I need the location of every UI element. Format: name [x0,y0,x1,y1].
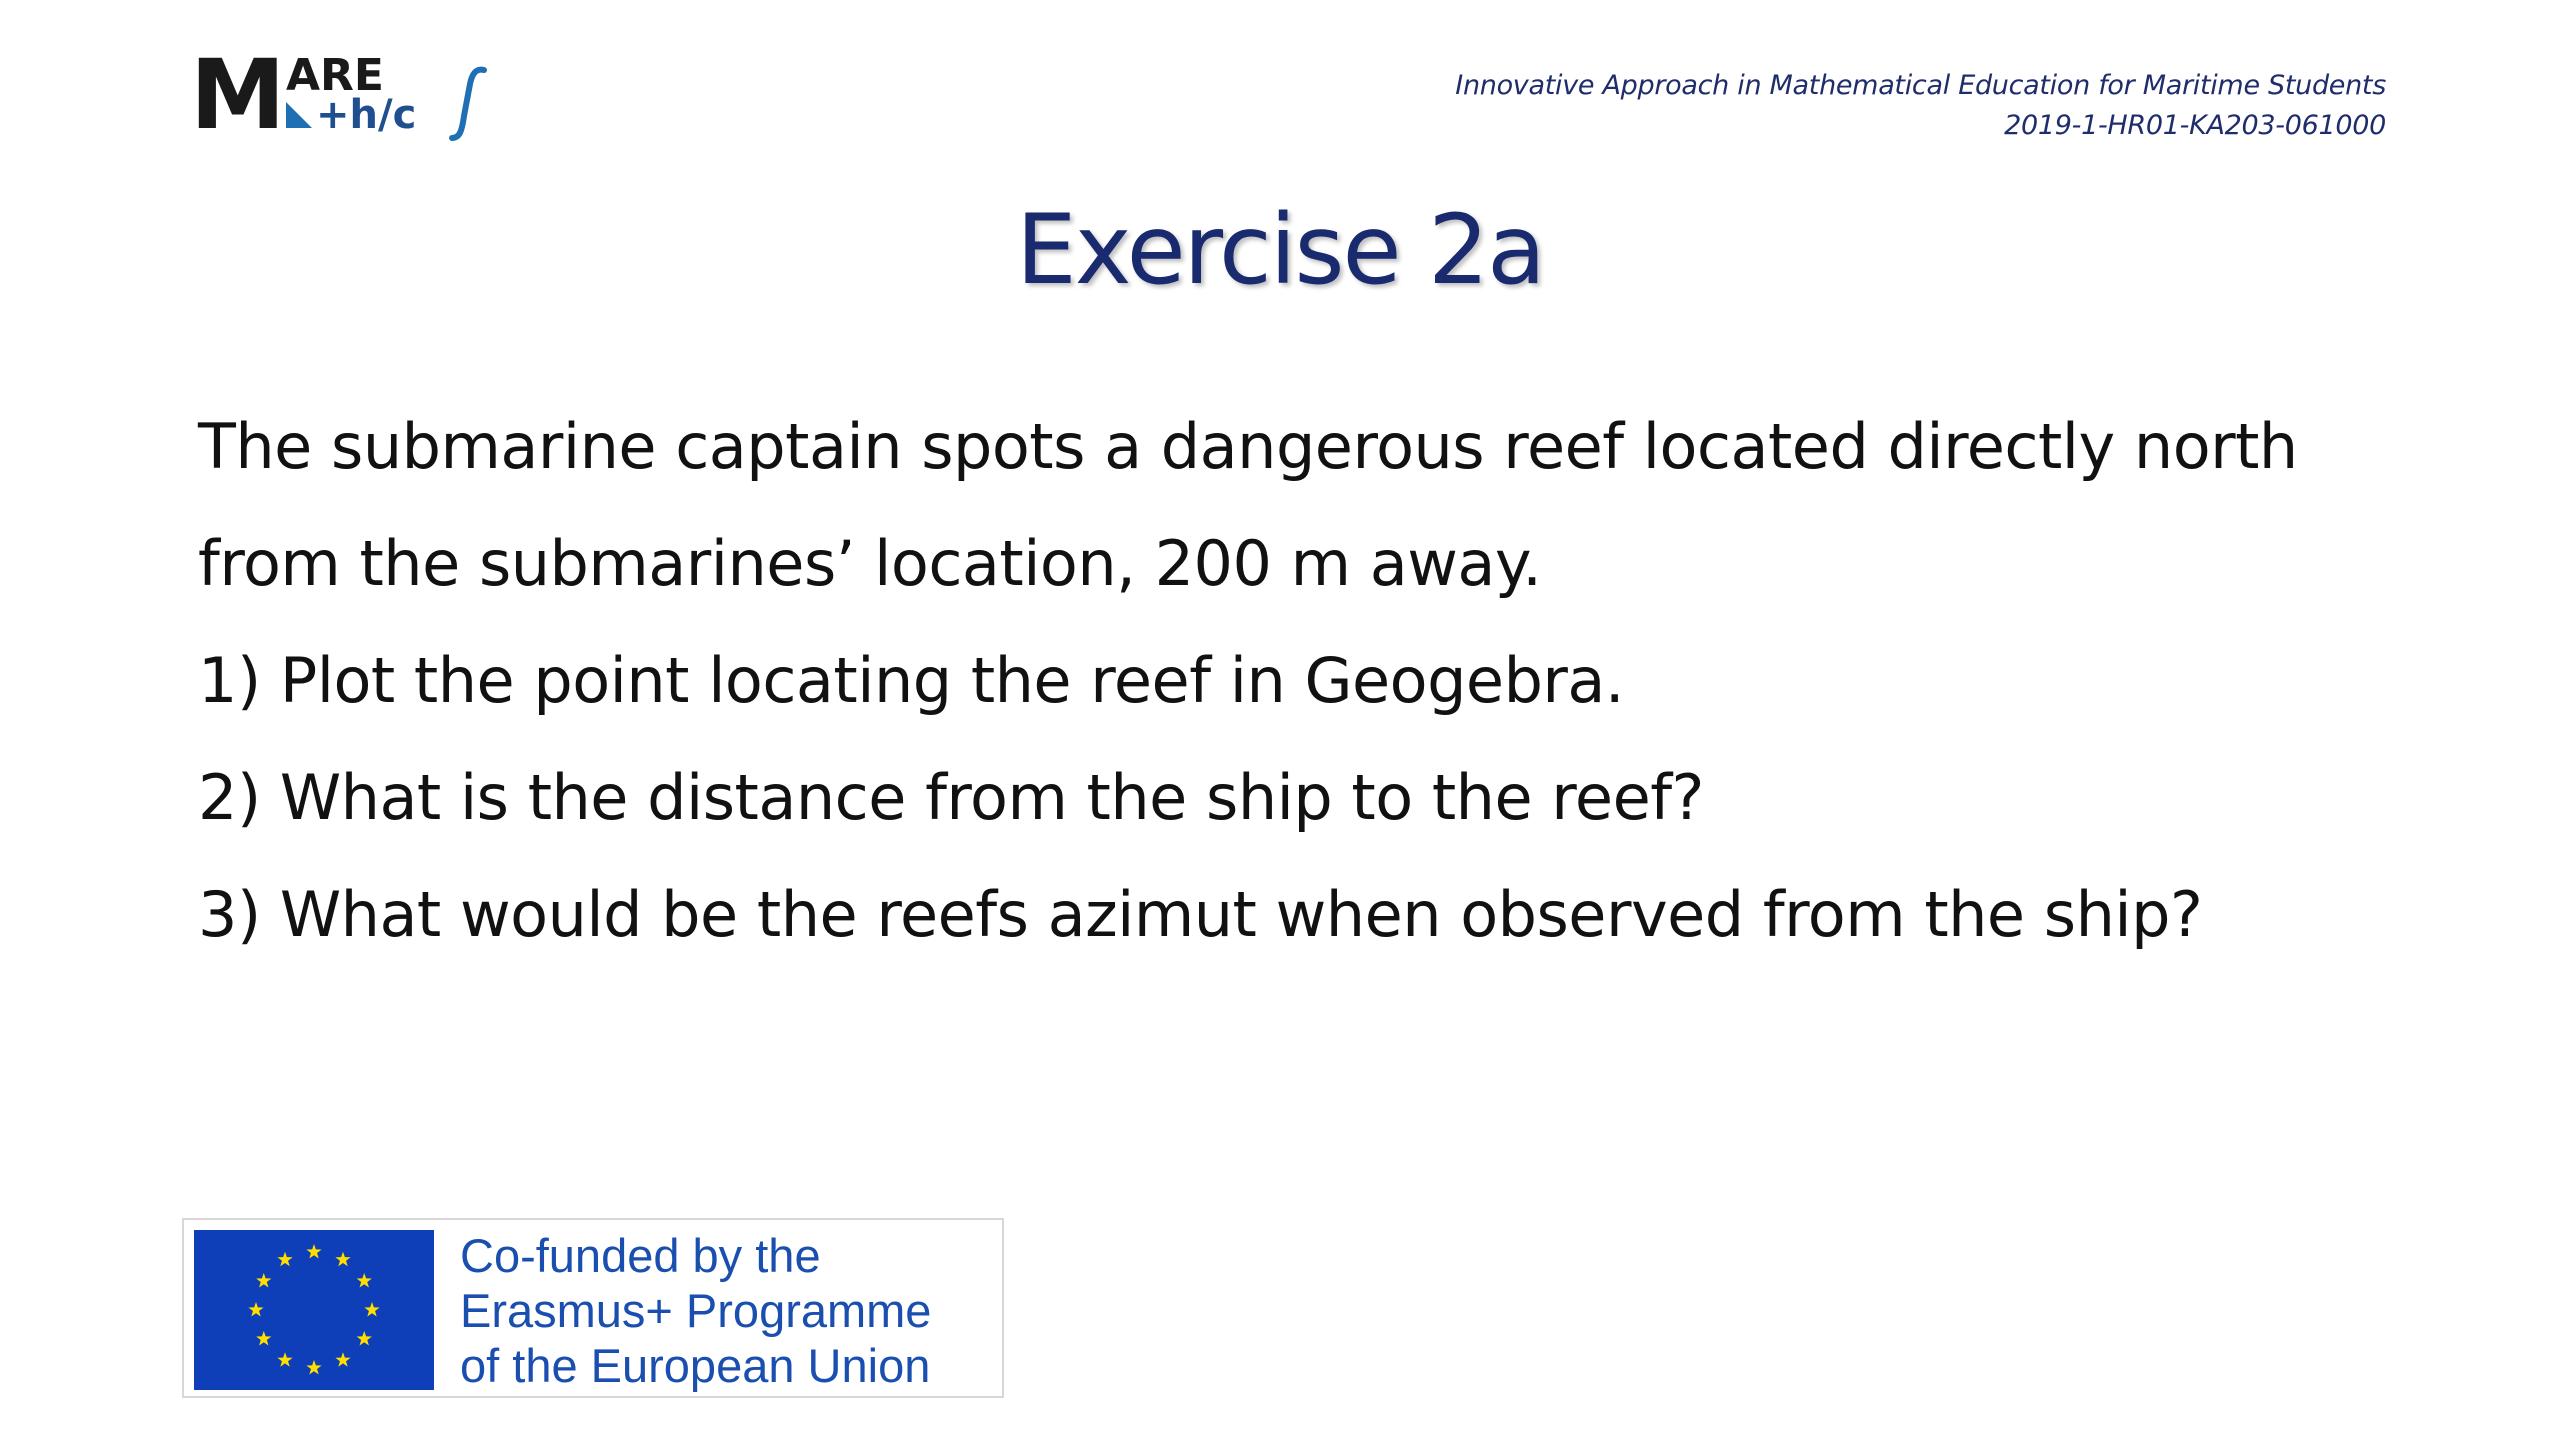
eu-star-icon [364,1302,379,1316]
eu-star-icon [277,1352,292,1366]
eu-star-icon [335,1352,350,1366]
eu-star-icon [357,1273,372,1287]
logo-wordmark-top: ARE [286,50,384,101]
eu-badge-line-3: of the European Union [460,1339,931,1392]
body-line-2: from the submarines’ location, 200 m away. [198,527,1542,600]
project-title: Innovative Approach in Mathematical Education for Maritime Students [1455,70,2386,101]
question-1: 1) Plot the point locating the reef in Geogebra. [198,644,1625,717]
eu-flag-icon [194,1230,434,1390]
exercise-body [198,388,2398,973]
eu-star-icon [248,1302,263,1316]
eu-star-icon [335,1252,350,1266]
question-3: 3) What would be the reefs azimut when observed from the ship? [198,878,2203,951]
logo-triangle-icon [286,102,312,128]
eu-star-icon [357,1331,372,1345]
eu-badge-line-1: Co-funded by the [460,1229,821,1282]
eu-cofunded-badge [182,1218,1004,1398]
eu-star-icon [306,1360,321,1374]
eu-star-icon [277,1252,292,1266]
eu-star-icon [256,1273,271,1287]
marematics-logo [190,40,500,150]
eu-star-icon [306,1244,321,1258]
eu-badge-text [460,1228,931,1393]
eu-badge-line-2: Erasmus+ Programme [460,1284,932,1337]
question-2: 2) What is the distance from the ship to the reef? [198,761,1704,834]
project-header [1455,66,2386,146]
eu-star-icon [256,1331,271,1345]
logo-integral-icon [452,70,484,138]
slide-title: Exercise 2a [1016,194,1544,306]
logo-letter-m: M [190,40,286,150]
eu-stars-ring [194,1230,434,1390]
body-line-1: The submarine captain spots a dangerous reef located directly north [198,410,2298,483]
logo-wordmark-bottom: +h/c [316,92,417,138]
marematics-logo-graphic [190,40,500,150]
project-code: 2019-1-HR01-KA203-061000 [2004,110,2386,141]
